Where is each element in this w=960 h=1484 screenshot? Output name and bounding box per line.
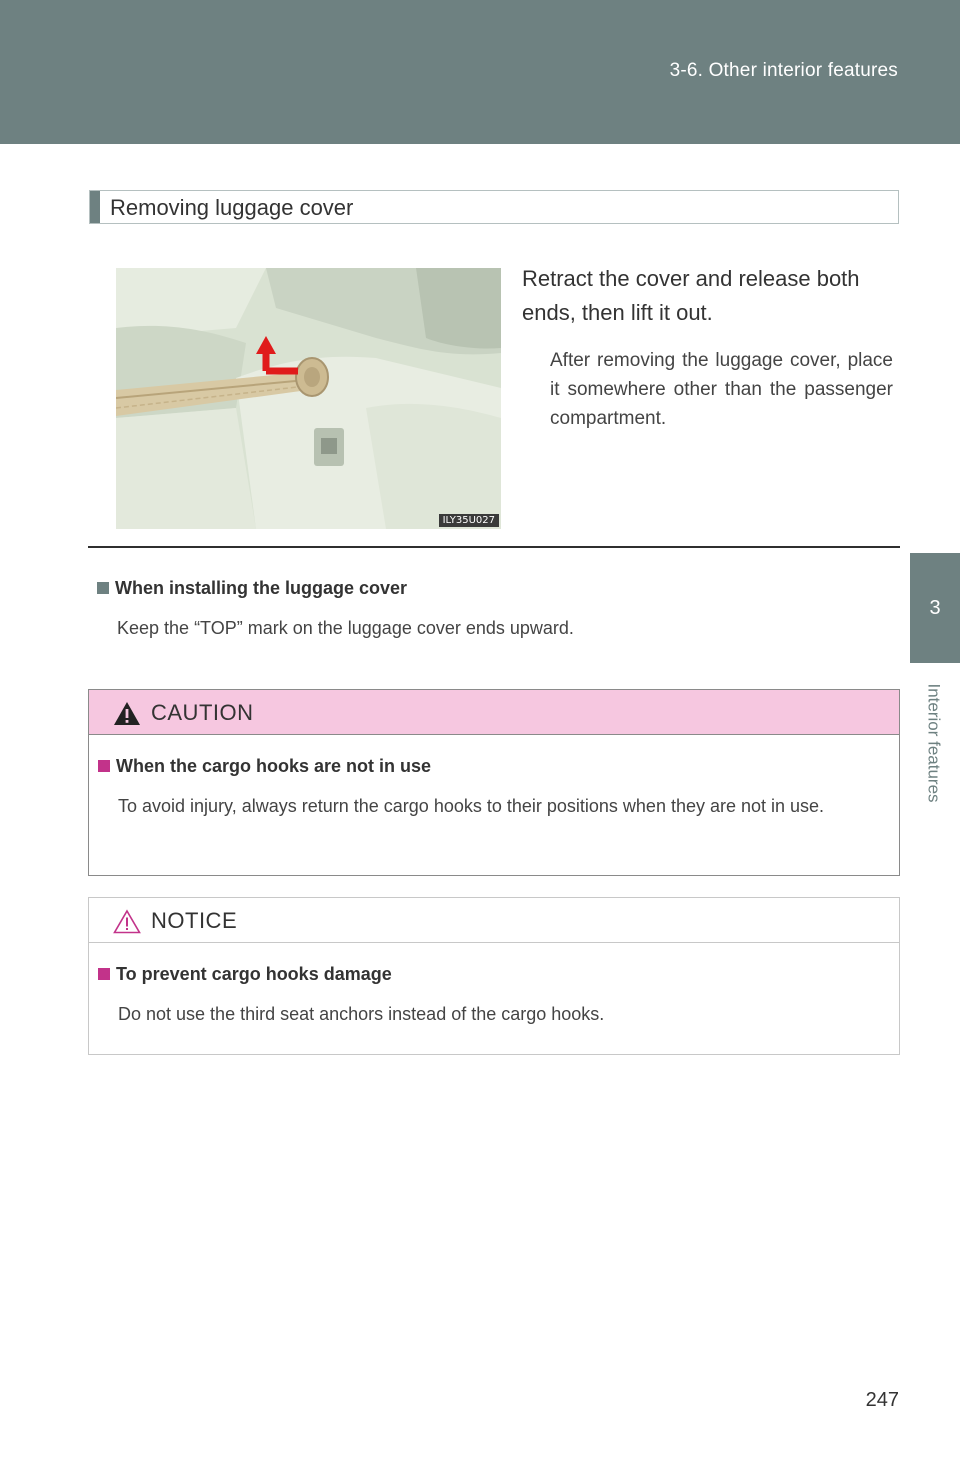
- notice-box: [88, 897, 900, 1055]
- page-number: 247: [865, 1389, 899, 1411]
- notice-item-body: Do not use the third seat anchors instead of the cargo hooks.: [118, 1004, 605, 1024]
- notice-item-title: To prevent cargo hooks damage: [116, 964, 392, 984]
- chapter-tab-label: [912, 663, 956, 823]
- section-heading-bar: [90, 191, 100, 223]
- header-band: [0, 0, 960, 144]
- caution-item-title: When the cargo hooks are not in use: [116, 756, 432, 776]
- warning-triangle-icon: [113, 701, 141, 726]
- square-bullet-icon: [98, 760, 110, 772]
- notice-header: [89, 898, 899, 943]
- section-divider: [88, 546, 900, 548]
- section-heading: [89, 190, 899, 224]
- caution-item-body: To avoid injury, always return the cargo hooks to their positions when they are not in use.: [118, 796, 825, 816]
- info-item-body: Keep the “TOP” mark on the luggage cover ends upward.: [117, 618, 574, 638]
- step-instruction: Retract the cover and release both ends, then lift it out.: [522, 266, 860, 325]
- info-item-title: When installing the luggage cover: [115, 578, 408, 598]
- figure-id-label: ILY35U027: [439, 514, 499, 527]
- caution-box: [88, 689, 900, 876]
- luggage-cover-illustration: [116, 268, 501, 529]
- square-bullet-icon: [98, 968, 110, 980]
- info-item: [97, 578, 897, 643]
- caution-label: CAUTION: [151, 700, 254, 725]
- chapter-tab-label-text: Interior features: [925, 683, 944, 803]
- notice-content: [98, 964, 888, 1030]
- notice-item-heading: [98, 964, 888, 985]
- step-note: After removing the luggage cover, place it somewhere other than the passenger compartment.: [550, 350, 893, 429]
- caution-header: [89, 690, 899, 735]
- info-item-heading: [97, 578, 897, 599]
- square-bullet-icon: [97, 582, 109, 594]
- chapter-section-title: 3-6. Other interior features: [669, 60, 898, 81]
- notice-label: NOTICE: [151, 908, 238, 933]
- chapter-tab-number: 3: [910, 553, 960, 663]
- caution-item-heading: [98, 756, 888, 777]
- warning-triangle-outline-icon: [113, 909, 141, 934]
- caution-content: [98, 756, 888, 822]
- section-heading-text: Removing luggage cover: [110, 195, 354, 220]
